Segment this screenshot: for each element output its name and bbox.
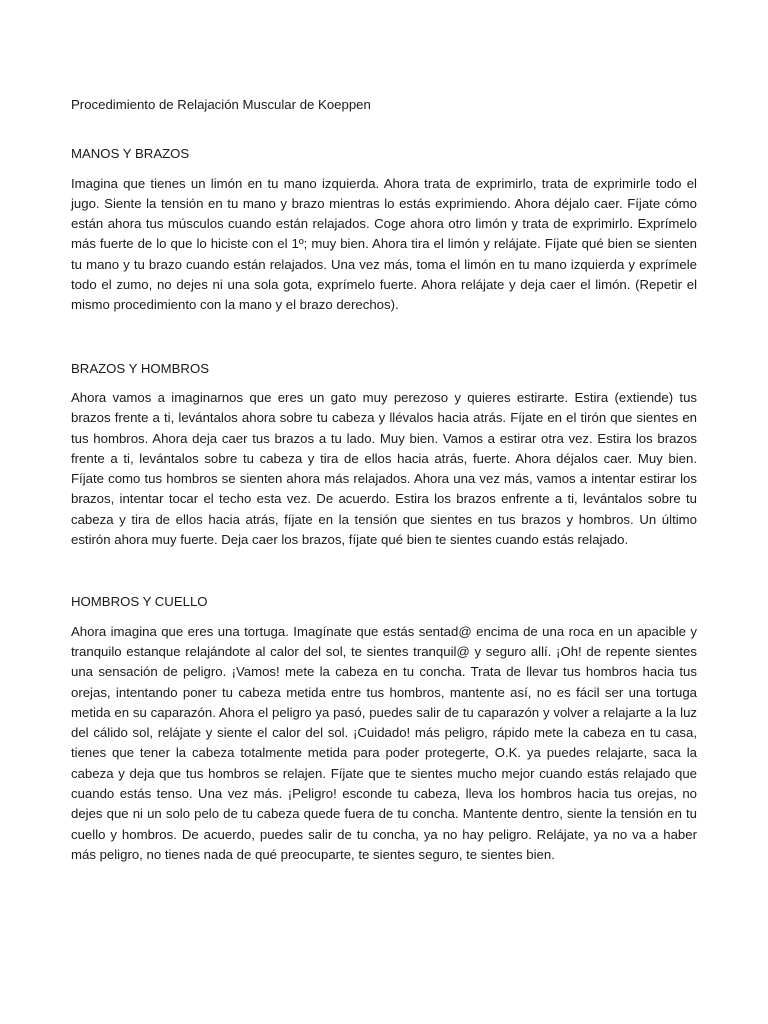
section-spacer <box>71 550 697 592</box>
section-heading-manos-y-brazos: MANOS Y BRAZOS <box>71 146 190 162</box>
section-heading-hombros-y-cuello: HOMBROS Y CUELLO <box>71 594 208 610</box>
section-body-hombros-y-cuello: Ahora imagina que eres una tortuga. Imagínate que estás sentad@ encima de una roca en un apacible y tranquilo estanque relajándote al calor del sol, te sientes tranquil@ y seguro allí. ¡Oh! de repente sientes una sensación de peligro. ¡Vamos! mete la cabeza en tu concha. Trata de llevar tus hombros hacia tus orejas, intentando poner tu cabeza metida entre tus hombros, mantente así, no es fácil ser una tortuga metida en su caparazón. Ahora el peligro ya pasó, puedes salir de tu caparazón y volver a relajarte a la luz del cálido sol, relájate y siente el calor del sol. ¡Cuidado! más peligro, rápido mete la cabeza en tu casa, tienes que tener la cabeza totalmente metida para poder protegerte, O.K. ya puedes relajarte, saca la cabeza y deja que tus hombros se relajen. Fíjate que te sientes mucho mejor cuando estás relajado que cuando estás tenso. Una vez más. ¡Peligro! esconde tu cabeza, lleva los hombros hacia tus orejas, no dejes que ni un solo pelo de tu cabeza quede fuera de tu concha. Mantente dentro, siente la tensión en tu cuello y hombros. De acuerdo, puedes salir de tu concha, ya no hay peligro. Relájate, ya no va a haber más peligro, no tienes nada de qué preocuparte, te sientes seguro, te sientes bien. <box>71 623 697 862</box>
section-spacer <box>71 316 697 359</box>
section-body-brazos-y-hombros: Ahora vamos a imaginarnos que eres un gato muy perezoso y quieres estirarte. Estira (extiende) tus brazos frente a ti, levántalos ahora sobre tu cabeza y llévalos hacia atrás. Fíjate en el tirón que sientes en tus hombros. Ahora deja caer tus brazos a tu lado. Muy bien. Vamos a estirar otra vez. Estira los brazos frente a ti, levántalos sobre tu cabeza y tira de ellos hacia atrás, fuerte. Ahora déjalos caer. Muy bien. Fíjate como tus hombros se sienten ahora más relajados. Ahora una vez más, vamos a intentar estirar los brazos, intentar tocar el techo esta vez. De acuerdo. Estira los brazos enfrente a ti, levántalos sobre tu cabeza y tira de ellos hacia atrás, fíjate en la tensión que sientes en tus brazos y hombros. Un último estirón ahora muy fuerte. Deja caer los brazos, fíjate qué bien te sientes cuando estás relajado. <box>71 389 697 548</box>
section-body-manos-y-brazos: Imagina que tienes un limón en tu mano izquierda. Ahora trata de exprimirlo, trata de exprimirle todo el jugo. Siente la tensión en tu mano y brazo mientras lo estás exprimiendo. Ahora déjalo caer. Fíjate cómo están ahora tus músculos cuando están relajados. Coge ahora otro limón y trata de exprimirlo. Exprímelo más fuerte de lo que lo hiciste con el 1º; muy bien. Ahora tira el limón y relájate. Fíjate qué bien se sienten tu mano y tu brazo cuando están relajados. Una vez más, toma el limón en tu mano izquierda y exprímele todo el zumo, no dejes ni una sola gota, exprímelo fuerte. Ahora relájate y deja caer el limón. (Repetir el mismo procedimiento con la mano y el brazo derechos). <box>71 175 697 313</box>
section-heading-brazos-y-hombros: BRAZOS Y HOMBROS <box>71 360 210 376</box>
document-title: Procedimiento de Relajación Muscular de Koeppen <box>71 97 371 112</box>
